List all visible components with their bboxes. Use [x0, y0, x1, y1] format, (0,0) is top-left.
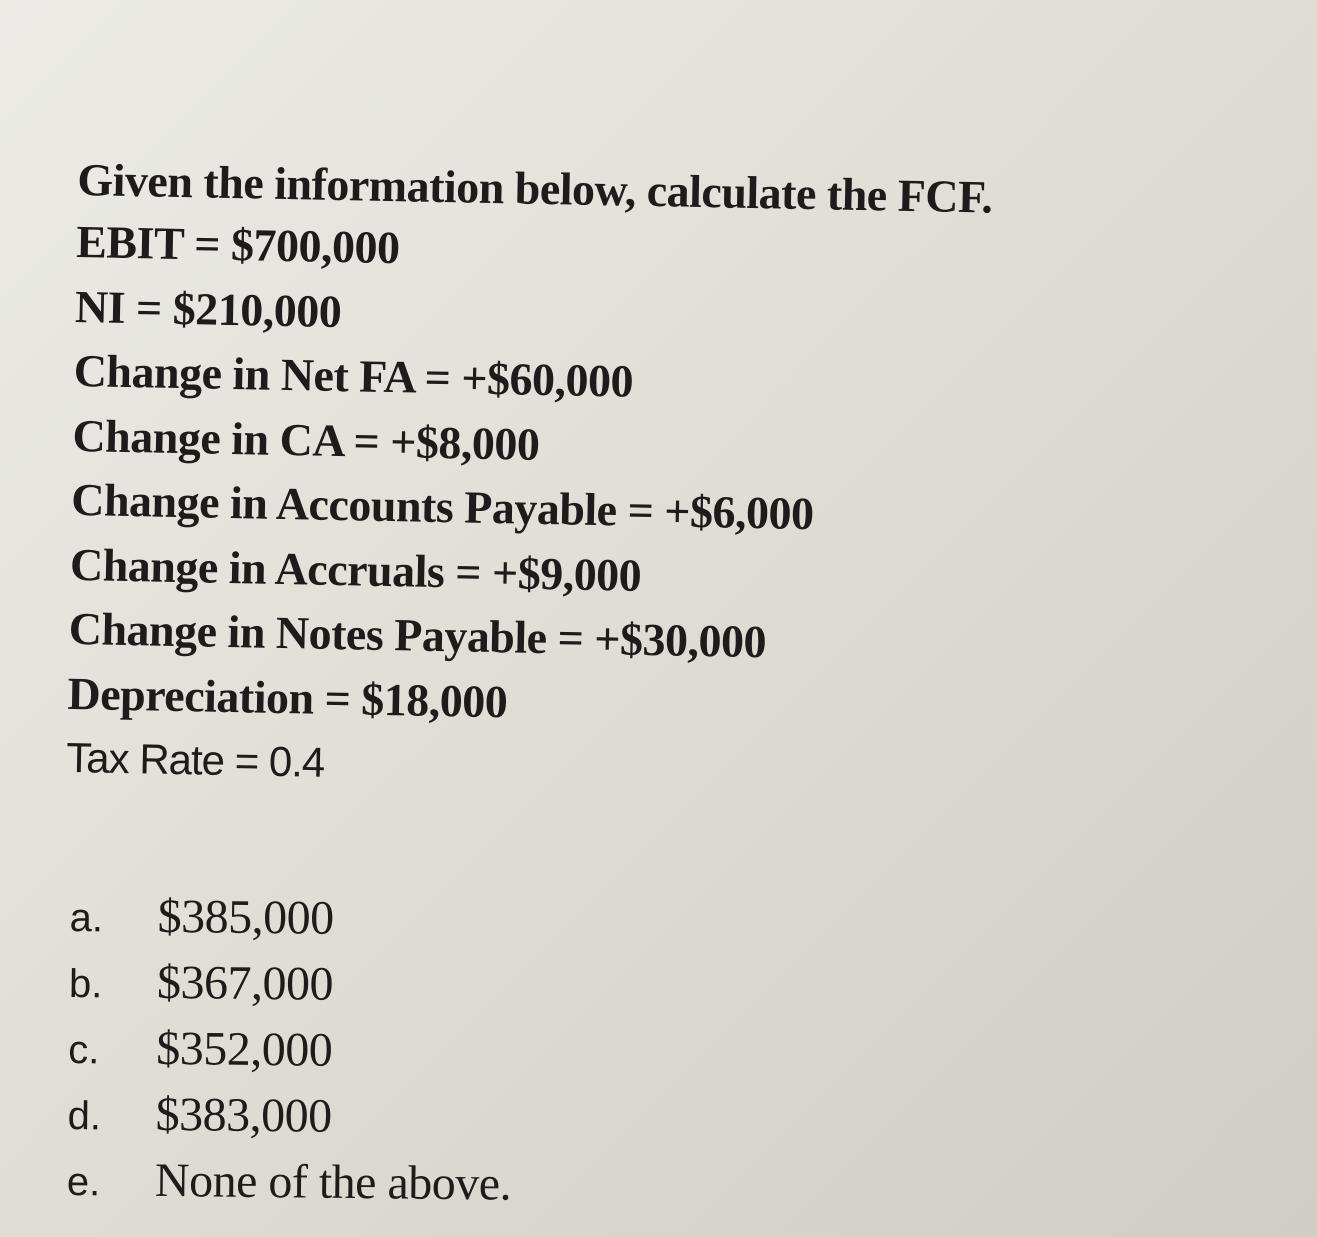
- given-change-net-fa: Change in Net FA = +$60,000: [73, 344, 634, 407]
- given-change-ca: Change in CA = +$8,000: [72, 409, 540, 470]
- option-text: $383,000: [155, 1087, 332, 1143]
- given-change-notes-payable: Change in Notes Payable = +$30,000: [68, 602, 767, 668]
- givens-list: [66, 210, 1257, 813]
- given-tax-rate: Tax Rate = 0.4: [65, 733, 325, 786]
- option-letter: b.: [68, 961, 103, 1007]
- option-text: None of the above.: [154, 1153, 512, 1211]
- option-letter: d.: [67, 1093, 102, 1139]
- option-letter: c.: [68, 1027, 100, 1073]
- option-c[interactable]: [68, 1020, 769, 1093]
- given-depreciation: Depreciation = $18,000: [67, 667, 508, 727]
- option-text: $385,000: [157, 889, 334, 945]
- given-change-accounts-payable: Change in Accounts Payable = +$6,000: [70, 473, 815, 540]
- given-net-income: NI = $210,000: [74, 280, 342, 337]
- given-change-accruals: Change in Accruals = +$9,000: [69, 538, 642, 601]
- option-letter: a.: [69, 895, 104, 941]
- option-a[interactable]: [69, 888, 770, 961]
- question-stem: Given the information below, calculate the FCF.: [76, 153, 993, 223]
- option-b[interactable]: [69, 954, 770, 1027]
- given-ebit: EBIT = $700,000: [75, 215, 401, 274]
- option-text: $352,000: [156, 1021, 333, 1077]
- option-text: $367,000: [156, 955, 334, 1011]
- option-letter: e.: [66, 1159, 101, 1205]
- question-block: [66, 150, 1258, 813]
- answer-options: [67, 888, 770, 1225]
- option-e[interactable]: [67, 1152, 768, 1225]
- option-d[interactable]: [67, 1086, 768, 1159]
